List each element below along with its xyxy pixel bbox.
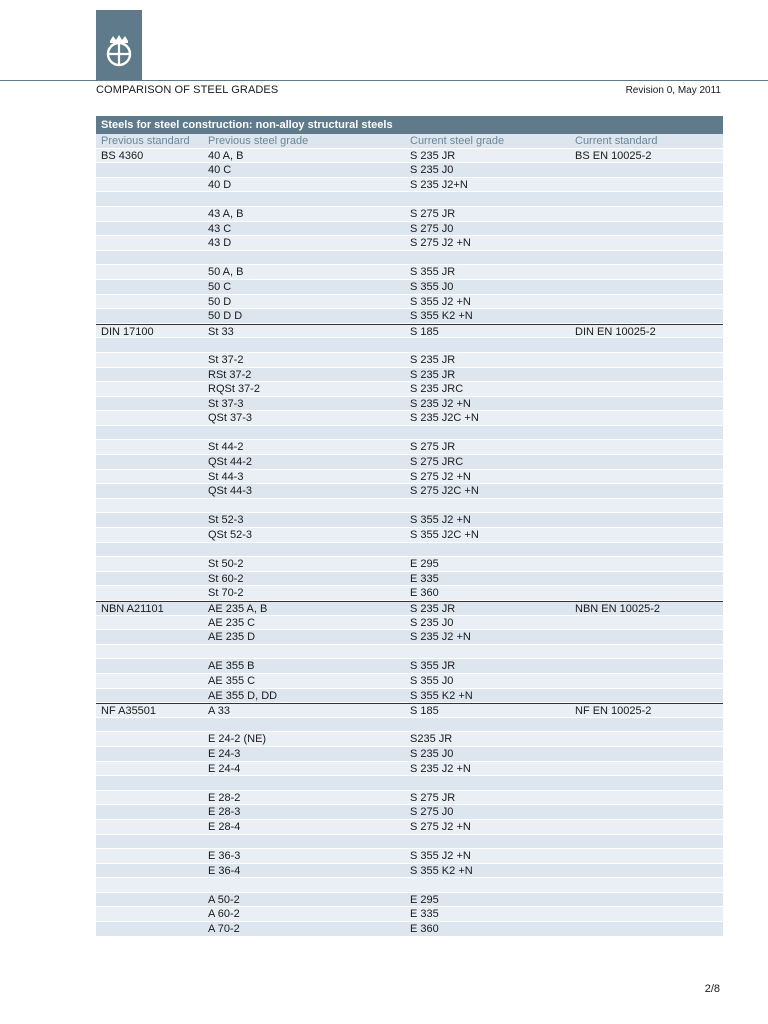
table-row [96, 163, 723, 178]
table-cell: St 44-2 [208, 441, 244, 454]
table-cell: S 275 JR [410, 207, 456, 220]
table-cell: RQSt 37-2 [208, 383, 260, 396]
table-cell: BS 4360 [101, 149, 144, 162]
table-cell: 40 A, B [208, 149, 244, 162]
table-row [96, 616, 723, 631]
table-cell: E 295 [410, 558, 439, 571]
table-row [96, 849, 723, 864]
crown-emblem-icon [101, 34, 137, 70]
table-row [96, 338, 723, 353]
table-cell: QSt 44-2 [208, 456, 253, 469]
table-cell: St 37-3 [208, 397, 244, 410]
table-row [96, 732, 723, 747]
table-cell: S 235 J0 [410, 616, 454, 629]
table-cell: E 28-3 [208, 806, 241, 819]
table-cell: St 60-2 [208, 572, 244, 585]
table-cell: S 355 J2 +N [410, 295, 471, 308]
table-cell: S 275 J0 [410, 806, 454, 819]
table-cell: E 36-4 [208, 864, 241, 877]
table-cell: AE 235 A, B [208, 603, 268, 615]
table-cell: S 235 JR [410, 353, 456, 366]
table-cell: St 37-2 [208, 353, 244, 366]
table-cell: 43 D [208, 237, 232, 250]
table-row [96, 776, 723, 791]
table-row [96, 645, 723, 660]
table-row [96, 353, 723, 368]
table-row [96, 178, 723, 193]
table-row [96, 397, 723, 412]
table-cell: E 335 [410, 572, 439, 585]
table-cell: S 275 J2 +N [410, 237, 471, 250]
table-cell: S 275 JR [410, 441, 456, 454]
table-cell: S 355 J2 +N [410, 850, 471, 863]
table-cell: 50 A, B [208, 266, 244, 279]
table-row [96, 192, 723, 207]
table-row [96, 440, 723, 455]
table-cell: S 355 JR [410, 266, 456, 279]
table-cell: S 235 J2 +N [410, 762, 471, 775]
table-row [96, 484, 723, 499]
table-cell: St 70-2 [208, 587, 244, 600]
table-row [96, 762, 723, 777]
table-row [96, 820, 723, 835]
table-cell: A 70-2 [208, 923, 240, 936]
table-cell: A 60-2 [208, 908, 240, 921]
table-row [96, 630, 723, 645]
table-row [96, 324, 723, 339]
table-row [96, 718, 723, 733]
section-title: Steels for steel construction: non-alloy structural steels [96, 116, 723, 134]
table-row [96, 513, 723, 528]
table-row [96, 368, 723, 383]
table-row [96, 747, 723, 762]
table-row [96, 265, 723, 280]
table-row [96, 907, 723, 922]
table-row [96, 528, 723, 543]
table-cell: AE 235 C [208, 616, 256, 629]
table-row [96, 878, 723, 893]
page-number: 2/8 [704, 983, 720, 995]
table-cell: S 185 [410, 325, 439, 338]
table-cell: QSt 52-3 [208, 529, 253, 542]
table-cell: S 355 K2 +N [410, 310, 473, 323]
table-row [96, 586, 723, 601]
table-cell: DIN EN 10025-2 [575, 325, 656, 338]
table-row [96, 601, 723, 616]
table-cell: AE 355 C [208, 674, 256, 687]
table-row [96, 222, 723, 237]
table-row [96, 703, 723, 718]
table-row [96, 149, 723, 164]
table-cell: DIN 17100 [101, 325, 154, 338]
table-row [96, 864, 723, 879]
table-cell: S 355 J0 [410, 280, 454, 293]
table-cell: 40 C [208, 164, 232, 177]
table-cell: E 36-3 [208, 850, 241, 863]
column-header: Current steel grade [410, 135, 505, 147]
table-cell: 50 D D [208, 310, 243, 323]
table-cell: NF EN 10025-2 [575, 705, 652, 718]
table-row [96, 557, 723, 572]
table-cell: 43 C [208, 222, 232, 235]
table-cell: S 235 JR [410, 603, 456, 615]
table-row [96, 893, 723, 908]
table-cell: QSt 37-3 [208, 412, 253, 425]
table-cell: S 275 JRC [410, 456, 464, 469]
table-row [96, 689, 723, 704]
table-cell: S 355 K2 +N [410, 689, 473, 702]
table-row [96, 207, 723, 222]
column-header: Previous standard [101, 135, 190, 147]
table-row [96, 280, 723, 295]
table-cell: S 275 J2 +N [410, 820, 471, 833]
table-cell: S 355 J2C +N [410, 529, 479, 542]
table-cell: S 355 J2 +N [410, 514, 471, 527]
table-cell: St 52-3 [208, 514, 244, 527]
revision-label: Revision 0, May 2011 [625, 85, 721, 96]
table-row [96, 251, 723, 266]
table-cell: 50 C [208, 280, 232, 293]
table-cell: QSt 44-3 [208, 485, 253, 498]
table-row [96, 543, 723, 558]
table-cell: BS EN 10025-2 [575, 149, 652, 162]
table-row [96, 382, 723, 397]
table-row [96, 499, 723, 514]
table-row [96, 674, 723, 689]
table-cell: St 33 [208, 325, 234, 338]
table-cell: S 275 J2 +N [410, 470, 471, 483]
table-cell: 50 D [208, 295, 232, 308]
table-cell: E 24-2 (NE) [208, 733, 267, 746]
company-logo [96, 10, 142, 80]
header-rule [0, 80, 768, 81]
table-row [96, 411, 723, 426]
table-header-row [96, 134, 723, 149]
table-row [96, 805, 723, 820]
table-row [96, 426, 723, 441]
table-cell: E 28-2 [208, 791, 241, 804]
table-cell: S 235 J2 +N [410, 397, 471, 410]
table-cell: E 24-3 [208, 747, 241, 760]
table-cell: S 235 JR [410, 368, 456, 381]
table-row [96, 922, 723, 937]
table-row [96, 835, 723, 850]
table-row [96, 659, 723, 674]
table-cell: S 235 JR [410, 149, 456, 162]
table-cell: E 295 [410, 893, 439, 906]
table-row [96, 309, 723, 324]
column-header: Previous steel grade [208, 135, 309, 147]
table-row [96, 572, 723, 587]
table-cell: AE 235 D [208, 631, 256, 644]
table-cell: S 235 J0 [410, 747, 454, 760]
table-cell: 40 D [208, 178, 232, 191]
table-cell: RSt 37-2 [208, 368, 252, 381]
steel-grades-table [96, 116, 723, 937]
table-cell: S 235 J2C +N [410, 412, 479, 425]
table-cell: S 355 JR [410, 660, 456, 673]
table-cell: A 33 [208, 705, 231, 718]
table-cell: S235 JR [410, 733, 453, 746]
table-cell: E 360 [410, 587, 439, 600]
table-row [96, 295, 723, 310]
table-cell: S 275 J0 [410, 222, 454, 235]
table-cell: S 355 J0 [410, 674, 454, 687]
table-cell: E 24-4 [208, 762, 241, 775]
table-cell: E 335 [410, 908, 439, 921]
table-cell: S 235 JRC [410, 383, 464, 396]
table-cell: S 235 J0 [410, 164, 454, 177]
table-body [96, 149, 723, 937]
column-header: Current standard [575, 135, 658, 147]
table-cell: AE 355 B [208, 660, 255, 673]
table-cell: NBN EN 10025-2 [575, 603, 660, 615]
table-cell: S 355 K2 +N [410, 864, 473, 877]
table-cell: St 50-2 [208, 558, 244, 571]
table-cell: S 275 JR [410, 791, 456, 804]
table-cell: E 28-4 [208, 820, 241, 833]
table-cell: S 185 [410, 705, 439, 718]
table-row [96, 236, 723, 251]
table-cell: E 360 [410, 923, 439, 936]
table-row [96, 470, 723, 485]
table-cell: NF A35501 [101, 705, 157, 718]
document-title: COMPARISON OF STEEL GRADES [96, 84, 279, 96]
table-cell: S 275 J2C +N [410, 485, 479, 498]
table-cell: NBN A21101 [101, 603, 164, 615]
table-cell: S 235 J2 +N [410, 631, 471, 644]
table-cell: St 44-3 [208, 470, 244, 483]
table-cell: AE 355 D, DD [208, 689, 278, 702]
table-cell: 43 A, B [208, 207, 244, 220]
table-cell: S 235 J2+N [410, 178, 468, 191]
table-cell: A 50-2 [208, 893, 240, 906]
table-row [96, 455, 723, 470]
table-row [96, 791, 723, 806]
